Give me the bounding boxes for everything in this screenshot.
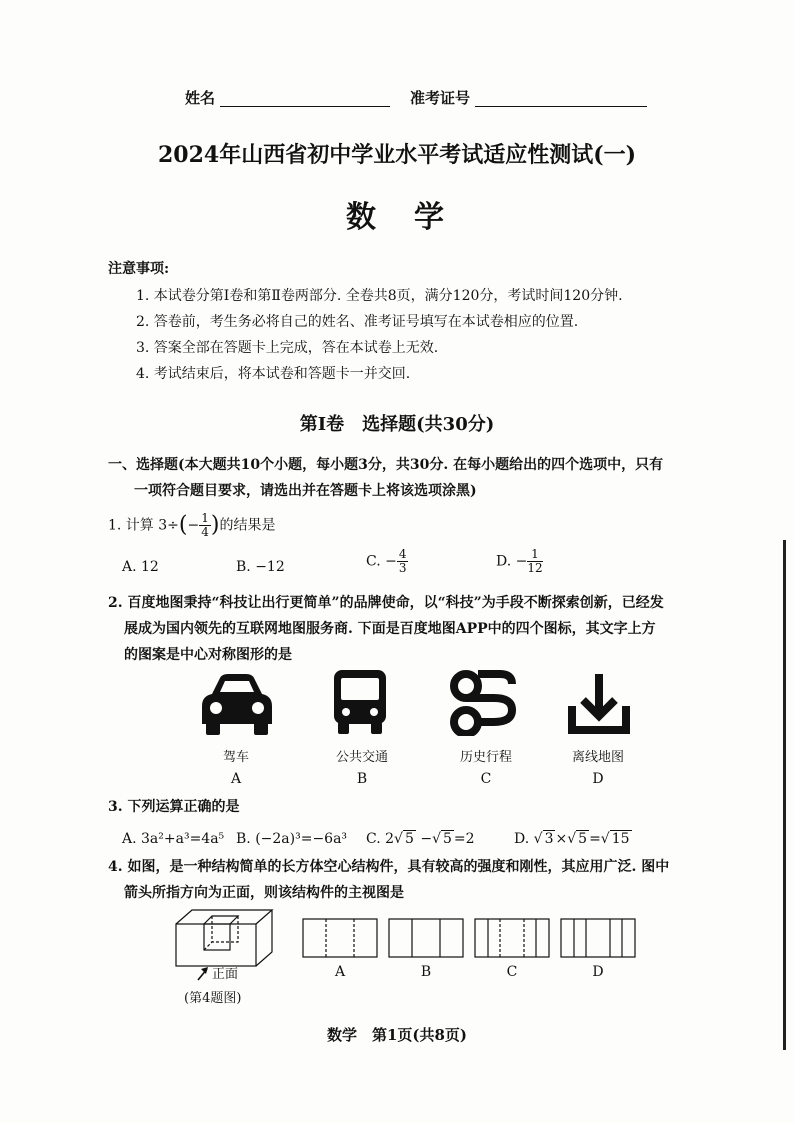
- q2-line2: 展成为国内领先的互联网地图服务商. 下面是百度地图APP中的四个图标，其文字上方: [124, 621, 656, 637]
- page-edge-shadow: [783, 540, 786, 1050]
- q2-option-b[interactable]: B: [356, 771, 368, 787]
- q1-option-b[interactable]: B. −12: [236, 559, 285, 575]
- notice-heading: 注意事项:: [108, 261, 170, 277]
- bus-icon: [330, 668, 390, 736]
- q1-optd-den: 12: [527, 561, 543, 575]
- q2-line1: 2. 百度地图秉持“科技让出行更简单”的品牌使命，以“科技”为手段不断探索创新，已经发: [108, 595, 664, 611]
- q4-letter-c[interactable]: C: [506, 964, 518, 980]
- q3-optd-r3: 15: [611, 831, 630, 847]
- notice-item: 3. 答案全部在答题卡上完成，答在本试卷上无效.: [136, 340, 439, 356]
- car-icon: [198, 672, 276, 736]
- q1-optd-num: 1: [527, 548, 542, 562]
- arrow-icon: [196, 966, 210, 982]
- q3-stem: 3. 下列运算正确的是: [108, 799, 240, 815]
- icon-label-c: 历史行程: [459, 750, 512, 765]
- section-line1: 一、选择题(本大题共10个小题，每小题3分，共30分. 在每小题给出的四个选项中，只有: [108, 457, 664, 473]
- q1-stem: [108, 512, 275, 539]
- view-option-c[interactable]: [474, 918, 550, 958]
- q3-optd-b: ×: [555, 831, 568, 847]
- q3-optc-r2: 5: [442, 831, 452, 847]
- exam-title: 2024年山西省初中学业水平考试适应性测试(一): [157, 142, 637, 168]
- q4-letter-d[interactable]: D: [592, 964, 604, 980]
- q1-option-c[interactable]: [366, 548, 408, 575]
- q4-letter-a[interactable]: A: [334, 964, 346, 980]
- q3-optd-r1: 3: [544, 831, 554, 847]
- view-option-a[interactable]: [302, 918, 378, 958]
- name-blank[interactable]: [220, 88, 390, 107]
- icon-label-d: 离线地图: [571, 750, 624, 765]
- q2-option-c[interactable]: C: [480, 771, 492, 787]
- q4-line1: 4. 如图，是一种结构简单的长方体空心结构件，具有较高的强度和刚性，其应用广泛. 图中: [108, 859, 670, 875]
- q2-option-d[interactable]: D: [592, 771, 604, 787]
- q3-option-d[interactable]: D. √ 3 ×√ 5 =√ 15: [514, 831, 630, 847]
- subject-title: 数 学: [346, 200, 448, 235]
- q3-option-a[interactable]: A. 3a²+a³=4a⁵: [122, 831, 225, 847]
- q3-optd-r2: 5: [578, 831, 588, 847]
- download-icon: [566, 670, 632, 736]
- name-field: [185, 88, 390, 107]
- page-footer: 数学 第1页(共8页): [326, 1026, 468, 1044]
- part-title: 第Ⅰ卷 选择题(共30分): [299, 414, 495, 435]
- hollow-box-figure: [172, 908, 276, 970]
- q1-optc-den: 3: [398, 561, 407, 575]
- q1-frac-den: 4: [201, 525, 209, 539]
- paren-close: ): [210, 512, 220, 538]
- notice-item: 2. 答卷前，考生务必将自己的姓名、准考证号填写在本试卷相应的位置.: [136, 314, 579, 330]
- q3-option-b[interactable]: B. (−2a)³=−6a³: [236, 831, 348, 847]
- q1-fraction: [199, 512, 211, 539]
- q3-optc-b: −: [420, 831, 433, 847]
- q1-suffix: 的结果是: [219, 517, 276, 534]
- notice-item: 1. 本试卷分第Ⅰ卷和第Ⅱ卷两部分. 全卷共8页，满分120分，考试时间120分钟.: [136, 288, 623, 304]
- section-line2: 一项符合题目要求，请选出并在答题卡上将该选项涂黑): [134, 483, 477, 499]
- q3-optd-c: =: [589, 831, 601, 847]
- q2-option-a[interactable]: A: [230, 771, 242, 787]
- q1-option-d[interactable]: [496, 548, 543, 575]
- q1-optd-prefix: D. −: [496, 553, 528, 570]
- paren-open: (: [178, 512, 188, 538]
- view-option-b[interactable]: [388, 918, 464, 958]
- figure-caption: (第4题图): [184, 991, 242, 1006]
- q1-prefix: 1. 计算 3÷: [108, 517, 179, 534]
- id-blank[interactable]: [475, 88, 647, 107]
- q1-frac-num: 1: [201, 511, 209, 525]
- q4-line2: 箭头所指方向为正面，则该结构件的主视图是: [124, 885, 404, 901]
- icon-label-b: 公共交通: [335, 750, 388, 765]
- q3-optc-a: C. 2: [366, 831, 395, 847]
- q3-optc-r1: 5: [404, 831, 414, 847]
- notice-item: 4. 考试结束后，将本试卷和答题卡一并交回.: [136, 366, 411, 382]
- icon-label-a: 驾车: [222, 750, 249, 765]
- id-label: 准考证号: [410, 89, 471, 107]
- q3-optc-c: =2: [453, 831, 475, 847]
- q1-option-a[interactable]: A. 12: [122, 559, 159, 575]
- q4-letter-b[interactable]: B: [420, 964, 432, 980]
- name-label: 姓名: [185, 89, 216, 107]
- q2-line3: 的图案是中心对称图形的是: [124, 647, 292, 663]
- q1-neg: −: [187, 517, 200, 534]
- front-label: 正面: [212, 967, 239, 982]
- q3-optd-a: D.: [514, 831, 534, 847]
- view-option-d[interactable]: [560, 918, 636, 958]
- q3-option-c[interactable]: C. 2√ 5 −√ 5 =2: [366, 831, 475, 847]
- q1-optc-num: 4: [398, 547, 407, 561]
- q1-optc-prefix: C. −: [366, 553, 397, 570]
- id-field: [410, 88, 647, 107]
- route-icon: [450, 670, 522, 736]
